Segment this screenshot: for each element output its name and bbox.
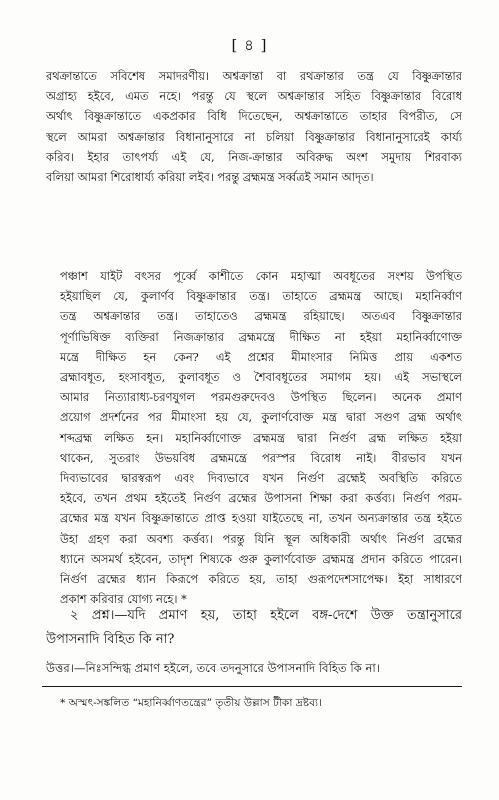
paragraph-2-line: মন্ত্রে দীক্ষিত হন কেন? এই প্রশ্নের মীমাংসার নিমিত্ত প্রায় একশত (60, 349, 462, 364)
paragraph-2-line: হইয়াছিল যে, কুলার্ণব বিষ্ণুক্রান্তার তন্ত্র। তাহাতে ব্রহ্মমন্ত্র আছে। মহানির্ব্বাণ (60, 289, 462, 304)
paragraph-1-line: বলিয়া আমরা শিরোধার্য্য করিয়া লইব। পরন্তু ব্রহ্মমন্ত্র সর্ব্বত্রই সমান আদৃত। (46, 170, 374, 185)
paragraph-1-line: করিব। ইহার তাৎপর্য্য এই যে, নিজ-ক্রান্তার অবিরুদ্ধ অংশ সমুদায় শিরবাক্য (46, 149, 462, 164)
paragraph-2-line: দিব্যভাবের দ্বারস্বরূপ এবং দিব্যভাবে যখন নির্গুণ ব্রহ্মেই অবস্থিতি করিতে (60, 471, 462, 486)
paragraph-1-line: অগ্রাহ্য হইবে, এমত নহে। পরন্তু যে স্থলে অশ্বক্রান্তার সহিত বিষ্ণুক্রান্তার বিরোধ (46, 89, 462, 104)
paragraph-1-line: অর্থাৎ বিষ্ণুক্রান্তাতে একপ্রকার বিধি দিতেছেন, অশ্বক্রান্তাতে তাহার বিপরীত, সে (46, 109, 462, 124)
paragraph-2 (46, 266, 462, 609)
paragraph-2-line: থাকেন, সুতরাং উভয়বিধ ব্রহ্মমন্ত্রে পরস্পর বিরোধ নাই। বীরভাব যখন (60, 450, 462, 465)
question-line: উপাসনাদি বিহিত কি না? (46, 632, 175, 647)
answer: উত্তর।—নিঃসন্দিগ্ধ প্রমাণ হইলে, তবে তদনুসারে উপাসনাদি বিহিত কি না। (46, 661, 380, 675)
paragraph-1-line: রথক্রান্তাতে সবিশেষ সমাদরণীয়। অশ্বক্রান্তা বা রথক্রান্তার তন্ত্র যে বিষ্ণুক্রান্তার (46, 69, 462, 83)
paragraph-2-line: তন্ত্র অশ্বক্রান্তার তন্ত্র। তাহাতেও ব্রহ্মমন্ত্র রহিয়াছে। অতএব বিষ্ণুক্রান্তার (60, 309, 462, 324)
paragraph-2-line: ধ্যানে অসমর্থ হইবেন, তাদৃশ শিষ্যকে গুরু কুলার্ণবোক্ত ব্রহ্মমন্ত্র প্রদান করিতে পারেন। (60, 551, 462, 566)
paragraph-2-line: ব্রহ্মাবধূত, হংসাবধূত, কুলাবধূত ও শৈবাবধূতের সমাগম হয়। এই সভাস্থলে (60, 370, 462, 385)
paragraph-2-line: পূর্ণাভিষিক্ত ব্যক্তিরা নিজক্রান্তার ব্রহ্মমন্ত্রে দীক্ষিত না হইয়া মহানির্ব্বাণোক্ত (60, 329, 462, 344)
paragraph-2-line: আমার নিত্যারাধ্য-চরণযুগল পরমগুরুদেবও উপস্থিত ছিলেন। অনেক প্রমাণ (60, 390, 462, 405)
footnote: * অস্মৎ-সঙ্কলিত “মহানির্ব্বাণতন্ত্রের” তৃতীয় উল্লাস টীকা দ্রষ্টব্য। (60, 697, 322, 709)
paragraph-1-line: স্থলে আমরা অশ্বক্রান্তার বিধানানুসারে না চলিয়া বিষ্ণুক্রান্তার বিধানানুসারেই কার্য্য (46, 129, 462, 144)
footnote-divider (42, 686, 462, 687)
paragraph-2-line: উহা গ্রহণ করা অবশ্য কর্ত্তব্য। পরন্তু যিনি স্থূল অধিকারী অর্থাৎ নির্গুণ ব্রহ্মের (60, 531, 462, 546)
paragraph-2-line: শব্দব্রহ্ম লক্ষিত হন। মহানির্ব্বাণোক্ত ব্রহ্মমন্ত্র দ্বারা নির্গুণ ব্রহ্ম লক্ষিত হইয়া (60, 430, 462, 445)
paragraph-2-line: প্রয়োগ প্রদর্শনের পর মীমাংসা হয় যে, কুলার্ণবোক্ত মন্ত্র দ্বারা সগুণ ব্রহ্ম অর্থাৎ (60, 410, 462, 425)
page-number: [ ৪ ] (231, 36, 268, 54)
paragraph-1 (46, 66, 462, 187)
paragraph-2-line: পঞ্চাশ যাইট বৎসর পূর্ব্বে কাশীতে কোন মহাত্মা অবধূতের সংশয় উপস্থিত (60, 269, 462, 283)
question-line: ২ প্রশ্ন।—যদি প্রমাণ হয়, তাহা হইলে বঙ্গ-দেশে উক্ত তন্ত্রানুসারে (70, 608, 462, 623)
paragraph-2-line: ব্রহ্মের মন্ত্র যখন বিষ্ণুক্রান্তাতে প্রাপ্ত হওয়া যাইতেছে না, তখন অন্যক্রান্তার তন্ত্র হইতে (60, 511, 462, 526)
paragraph-2-line: হইবে, তখন প্রথম হইতেই নির্গুণ ব্রহ্মের উপাসনা শিক্ষা করা কর্ত্তব্য। নির্গুণ পরম- (60, 491, 462, 506)
paragraph-2-line: প্রকাশ করিবার যোগ্য নহে। * (60, 592, 187, 607)
paragraph-2-line: নির্গুণ ব্রহ্মের ধ্যান কিরূপে করিতে হয়, তাহা গুরূপদেশসাপেক্ষ। ইহা সাধারণে (60, 572, 462, 587)
question-2 (46, 604, 462, 652)
